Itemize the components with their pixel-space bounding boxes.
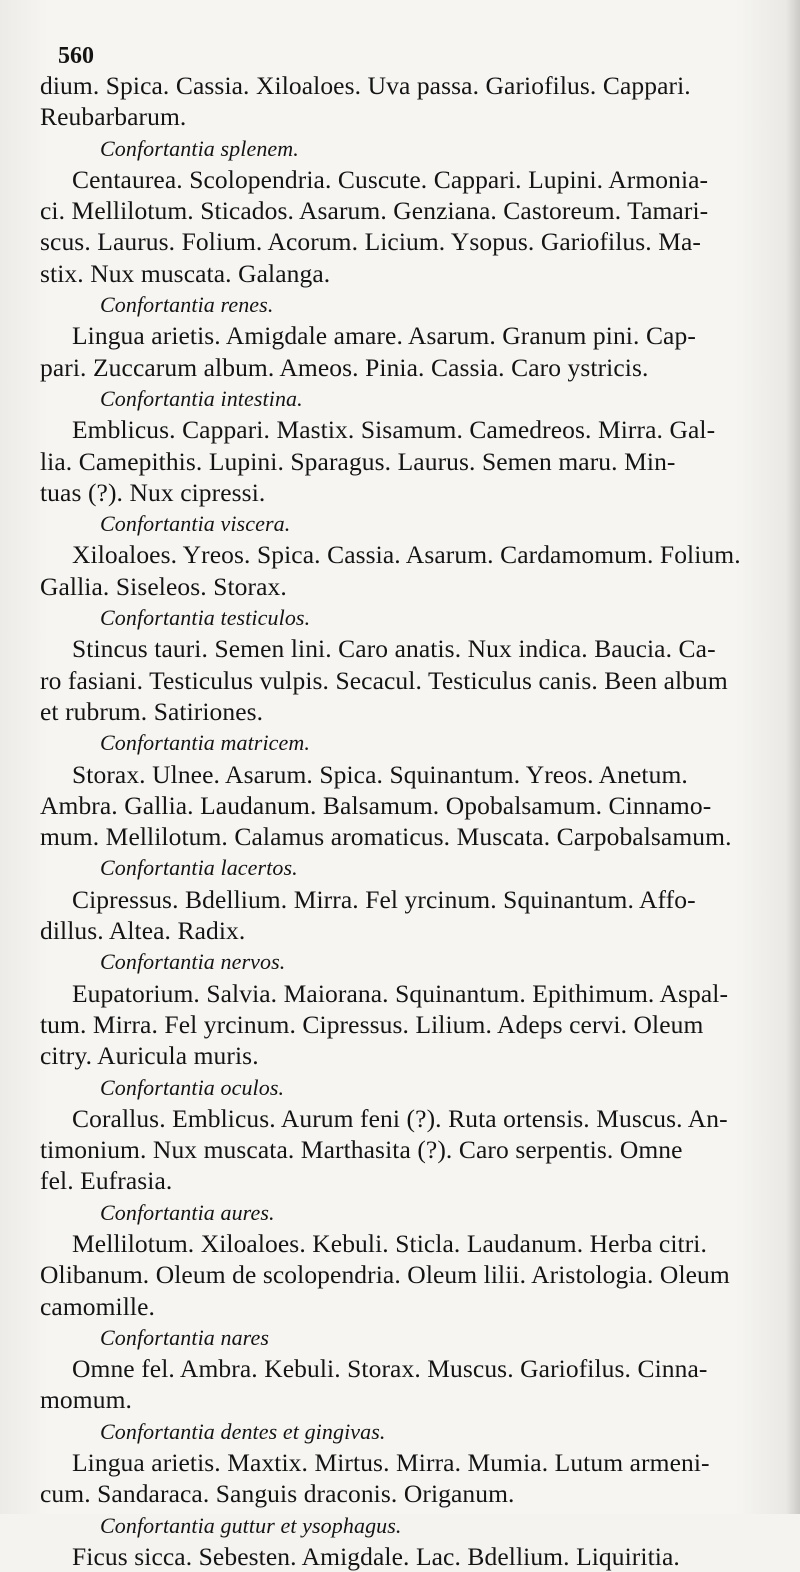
text-line: Lingua arietis. Maxtix. Mirtus. Mirra. Mumia. Lutum armeni- bbox=[72, 1448, 710, 1478]
section-heading: Confortantia intestina. bbox=[100, 385, 303, 411]
section-heading: Confortantia viscera. bbox=[100, 511, 291, 537]
text-line: scus. Laurus. Folium. Acorum. Licium. Ysopus. Gariofilus. Ma- bbox=[40, 227, 702, 257]
text-line: dillus. Altea. Radix. bbox=[40, 916, 246, 946]
text-line: Lingua arietis. Amigdale amare. Asarum. Granum pini. Cap- bbox=[72, 321, 696, 351]
text-line: pari. Zuccarum album. Ameos. Pinia. Cassia. Caro ystricis. bbox=[40, 352, 649, 382]
text-line: lia. Camepithis. Lupini. Sparagus. Laurus. Semen maru. Min- bbox=[40, 446, 676, 476]
text-line: dium. Spica. Cassia. Xiloaloes. Uva passa. Gariofilus. Cappari. bbox=[40, 71, 691, 100]
section-heading: Confortantia dentes et gingivas. bbox=[100, 1418, 386, 1444]
text-line: Olibanum. Oleum de scolopendria. Oleum lilii. Aristologia. Oleum bbox=[40, 1260, 730, 1290]
section-heading: Confortantia renes. bbox=[100, 292, 274, 318]
section-heading: Confortantia lacertos. bbox=[100, 855, 298, 881]
text-line: Eupatorium. Salvia. Maiorana. Squinantum. Epithimum. Aspal- bbox=[72, 978, 729, 1008]
text-line: tuas (?). Nux cipressi. bbox=[40, 477, 266, 507]
text-line: Mellilotum. Xiloaloes. Kebuli. Sticla. Laudanum. Herba citri. bbox=[72, 1228, 707, 1258]
text-line: Stincus tauri. Semen lini. Caro anatis. Nux indica. Baucia. Ca- bbox=[72, 634, 716, 664]
text-line: Gallia. Siseleos. Storax. bbox=[40, 571, 287, 601]
text-line: Ficus sicca. Sebesten. Amigdale. Lac. Bdellium. Liquiritia. bbox=[72, 1541, 680, 1571]
text-line: Ambra. Gallia. Laudanum. Balsamum. Opobalsamum. Cinnamo- bbox=[40, 790, 712, 820]
text-line: camomille. bbox=[40, 1291, 156, 1321]
section-heading: Confortantia testiculos. bbox=[100, 605, 311, 631]
section-heading: Confortantia matricem. bbox=[100, 730, 310, 756]
text-line: Corallus. Emblicus. Aurum feni (?). Ruta ortensis. Muscus. An- bbox=[72, 1103, 728, 1133]
section-heading: Confortantia aures. bbox=[100, 1199, 275, 1225]
text-line: Xiloaloes. Yreos. Spica. Cassia. Asarum. Cardamomum. Folium. bbox=[72, 540, 741, 570]
section-heading: Confortantia guttur et ysophagus. bbox=[100, 1512, 402, 1538]
page-number: 560 bbox=[58, 43, 94, 69]
text-line: Omne fel. Ambra. Kebuli. Storax. Muscus. Gariofilus. Cinna- bbox=[72, 1354, 708, 1384]
section-heading: Confortantia oculos. bbox=[100, 1074, 285, 1100]
text-line: Cipressus. Bdellium. Mirra. Fel yrcinum. Squinantum. Affo- bbox=[72, 884, 696, 914]
text-line: Emblicus. Cappari. Mastix. Sisamum. Camedreos. Mirra. Gal- bbox=[72, 415, 716, 445]
text-line: Storax. Ulnee. Asarum. Spica. Squinantum. Yreos. Anetum. bbox=[72, 759, 688, 789]
text-line: Centaurea. Scolopendria. Cuscute. Cappari. Lupini. Armonia- bbox=[72, 164, 709, 194]
text-line: tum. Mirra. Fel yrcinum. Cipressus. Lilium. Adeps cervi. Oleum bbox=[40, 1009, 704, 1039]
text-line: momum. bbox=[40, 1385, 132, 1415]
text-line: citry. Auricula muris. bbox=[40, 1041, 259, 1071]
section-heading: Confortantia nares bbox=[100, 1324, 270, 1350]
text-line: fel. Eufrasia. bbox=[40, 1166, 173, 1196]
document-body bbox=[40, 70, 766, 1572]
text-line: cum. Sandaraca. Sanguis draconis. Origanum. bbox=[40, 1479, 515, 1509]
text-line: ci. Mellilotum. Sticados. Asarum. Genziana. Castoreum. Tamari- bbox=[40, 196, 709, 226]
text-line: et rubrum. Satiriones. bbox=[40, 696, 264, 726]
text-line: Reubarbarum. bbox=[40, 102, 187, 132]
text-line: timonium. Nux muscata. Marthasita (?). Caro serpentis. Omne bbox=[40, 1135, 683, 1165]
text-line: mum. Mellilotum. Calamus aromaticus. Muscata. Carpobalsamum. bbox=[40, 822, 732, 852]
section-heading: Confortantia nervos. bbox=[100, 949, 286, 975]
text-line: ro fasiani. Testiculus vulpis. Secacul. Testiculus canis. Been album bbox=[40, 665, 728, 695]
text-line: stix. Nux muscata. Galanga. bbox=[40, 258, 331, 288]
section-heading: Confortantia splenem. bbox=[100, 135, 299, 161]
